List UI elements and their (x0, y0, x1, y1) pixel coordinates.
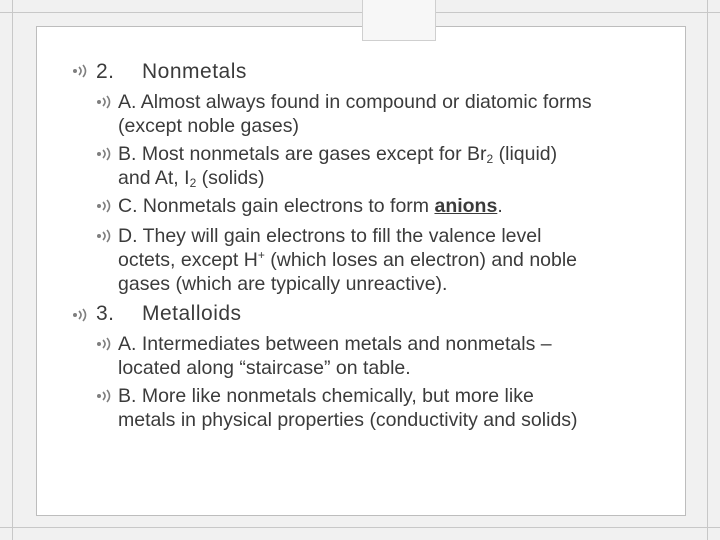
bullet-icon (96, 229, 116, 243)
item-text (118, 142, 557, 166)
item-text-part: octets, except H (118, 249, 258, 271)
item-text-part: B. Most nonmetals are gases except for Br (118, 143, 487, 165)
bullet-icon (96, 337, 116, 351)
bullet-icon (72, 64, 92, 78)
item-text-part: (which loses an electron) and noble (264, 249, 578, 271)
item-text: gases (which are typically unreactive). (118, 273, 448, 295)
item-text-part: (liquid) (493, 143, 558, 165)
item-text-part: . (497, 195, 503, 217)
item-text-part: and At, I (118, 167, 190, 189)
superscript: + (257, 248, 265, 262)
background-line (707, 0, 708, 540)
section-title: Metalloids (142, 302, 242, 325)
background-line (0, 527, 720, 528)
bullet-icon (96, 147, 116, 161)
item-text (118, 248, 577, 272)
section-title: Nonmetals (142, 60, 247, 83)
item-text: A. Almost always found in compound or diatomic forms (118, 91, 592, 113)
item-text: located along “staircase” on table. (118, 357, 411, 379)
bullet-icon (96, 199, 116, 213)
emphasized-term: anions (434, 195, 498, 217)
item-text (118, 194, 503, 218)
section-number: 3. (96, 302, 115, 325)
background-line (12, 0, 13, 540)
decorative-tab (362, 0, 436, 41)
item-text: B. More like nonmetals chemically, but more like (118, 385, 534, 407)
item-text (118, 166, 265, 190)
item-text: (except noble gases) (118, 115, 300, 137)
subscript: 2 (486, 152, 494, 166)
bullet-icon (96, 389, 116, 403)
item-text: A. Intermediates between metals and nonmetals – (118, 333, 552, 355)
item-text-part: C. Nonmetals gain electrons to form (118, 195, 435, 217)
section-number: 2. (96, 60, 115, 83)
item-text-part: (solids) (196, 167, 265, 189)
bullet-icon (72, 308, 92, 322)
bullet-icon (96, 95, 116, 109)
item-text: metals in physical properties (conductivity and solids) (118, 409, 578, 431)
subscript: 2 (189, 176, 197, 190)
background-line (0, 12, 720, 13)
item-text: D. They will gain electrons to fill the valence level (118, 225, 542, 247)
